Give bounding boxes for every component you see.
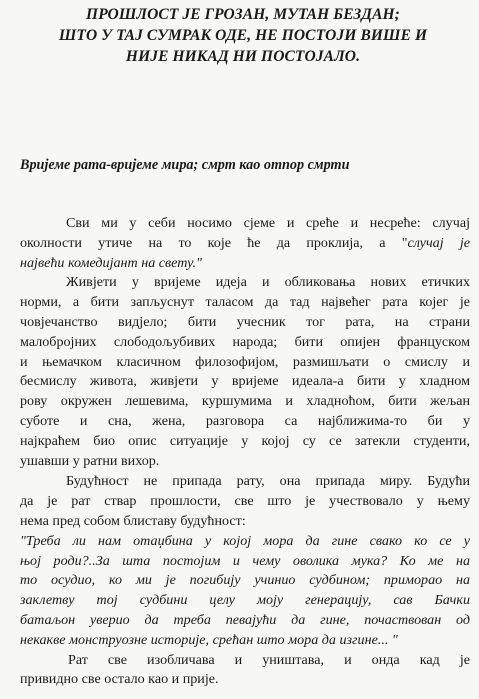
text-line: нема пред собом блиставу будућност: — [20, 512, 246, 529]
text-line: Рат све изобличава и уништава, и онда кад је — [68, 651, 470, 668]
text-line: бесмислу живота, живјети у вријеме идеала-а бити у хладном — [20, 373, 470, 390]
chapter-heading — [20, 4, 466, 67]
text-line — [20, 254, 470, 274]
text-line: рову окружен лешевима, куршумима и хладноћом, бити жељан — [20, 393, 470, 410]
text-line: суботе и сна, жена, разговора са најближима-то би у — [20, 412, 470, 429]
text-line: Живјети у вријеме идеја и обликовања нових етичких — [66, 274, 470, 291]
text-line: норми, а бити запљуснут таласом да тад највећег рата којег је — [20, 294, 470, 311]
quote-segment: заклетву тој судбини целу моју генерацију, сав Бачки — [20, 592, 470, 609]
quote-line — [20, 571, 470, 591]
text-line: да је рат ствар прошлости, све што је учествовало у њему — [20, 493, 470, 510]
text-line — [20, 234, 470, 254]
text-line: Сви ми у себи носимо сјеме и среће и несреће: случај — [66, 215, 470, 231]
quote-segment: "Треба ли нам отаџбина у којој мора да гине свако ко се у — [20, 532, 470, 549]
section-subheading: Вријеме рата-вријеме мира; смрт као отпор смрти — [20, 157, 350, 173]
text-line: човјечанство видјело; бити учесник тог рата, на страни — [20, 313, 470, 330]
quote-segment: њој роди?..За шта постојим и чему оволика мука? Ко ме на — [20, 552, 470, 569]
quote-segment: то осудио, ко ми је погибију учинио судбином; приморао на — [20, 572, 470, 589]
quote-segment: највећи комедијант на свету." — [20, 254, 202, 271]
heading-line-2: ШТО У ТАЈ СУМРАК ОДЕ, НЕ ПОСТОЈИ ВИШЕ И — [58, 27, 428, 44]
body-text — [20, 214, 470, 690]
quote-segment: батаљон уверио да треба певајући да гине, почаствован од — [20, 611, 470, 628]
text-line: и њемачком класичном филозофијом, размишљати о смислу и — [20, 353, 470, 370]
text-line: најкраћем био опис ситуације у којој су се затекли студенти, — [20, 432, 470, 449]
quote-line — [20, 591, 470, 611]
quote-line — [20, 611, 470, 631]
quote-line — [20, 631, 470, 651]
text-segment: околности утиче на то које ће да проклија, а " — [20, 234, 408, 251]
heading-line-3: НИЈЕ НИКАД НИ ПОСТОЈАЛО. — [125, 48, 361, 65]
quote-line — [20, 532, 470, 552]
quote-segment: некакве монструозне историје, срећан што мора да изгине... " — [20, 631, 398, 648]
text-line: Будућност не припада рату, она припада миру. Будући — [66, 473, 470, 490]
text-line: малобројних слободољубивих народа; бити опијен француском — [20, 333, 470, 350]
quote-line — [20, 552, 470, 572]
quote-segment: случај је — [407, 234, 470, 251]
text-line: ушавши у ратни вихор. — [20, 452, 160, 469]
heading-line-1: ПРОШЛОСТ ЈЕ ГРОЗАН, МУТАН БЕЗДАН; — [86, 6, 400, 23]
text-line: привидно све остало као и прије. — [20, 671, 219, 688]
